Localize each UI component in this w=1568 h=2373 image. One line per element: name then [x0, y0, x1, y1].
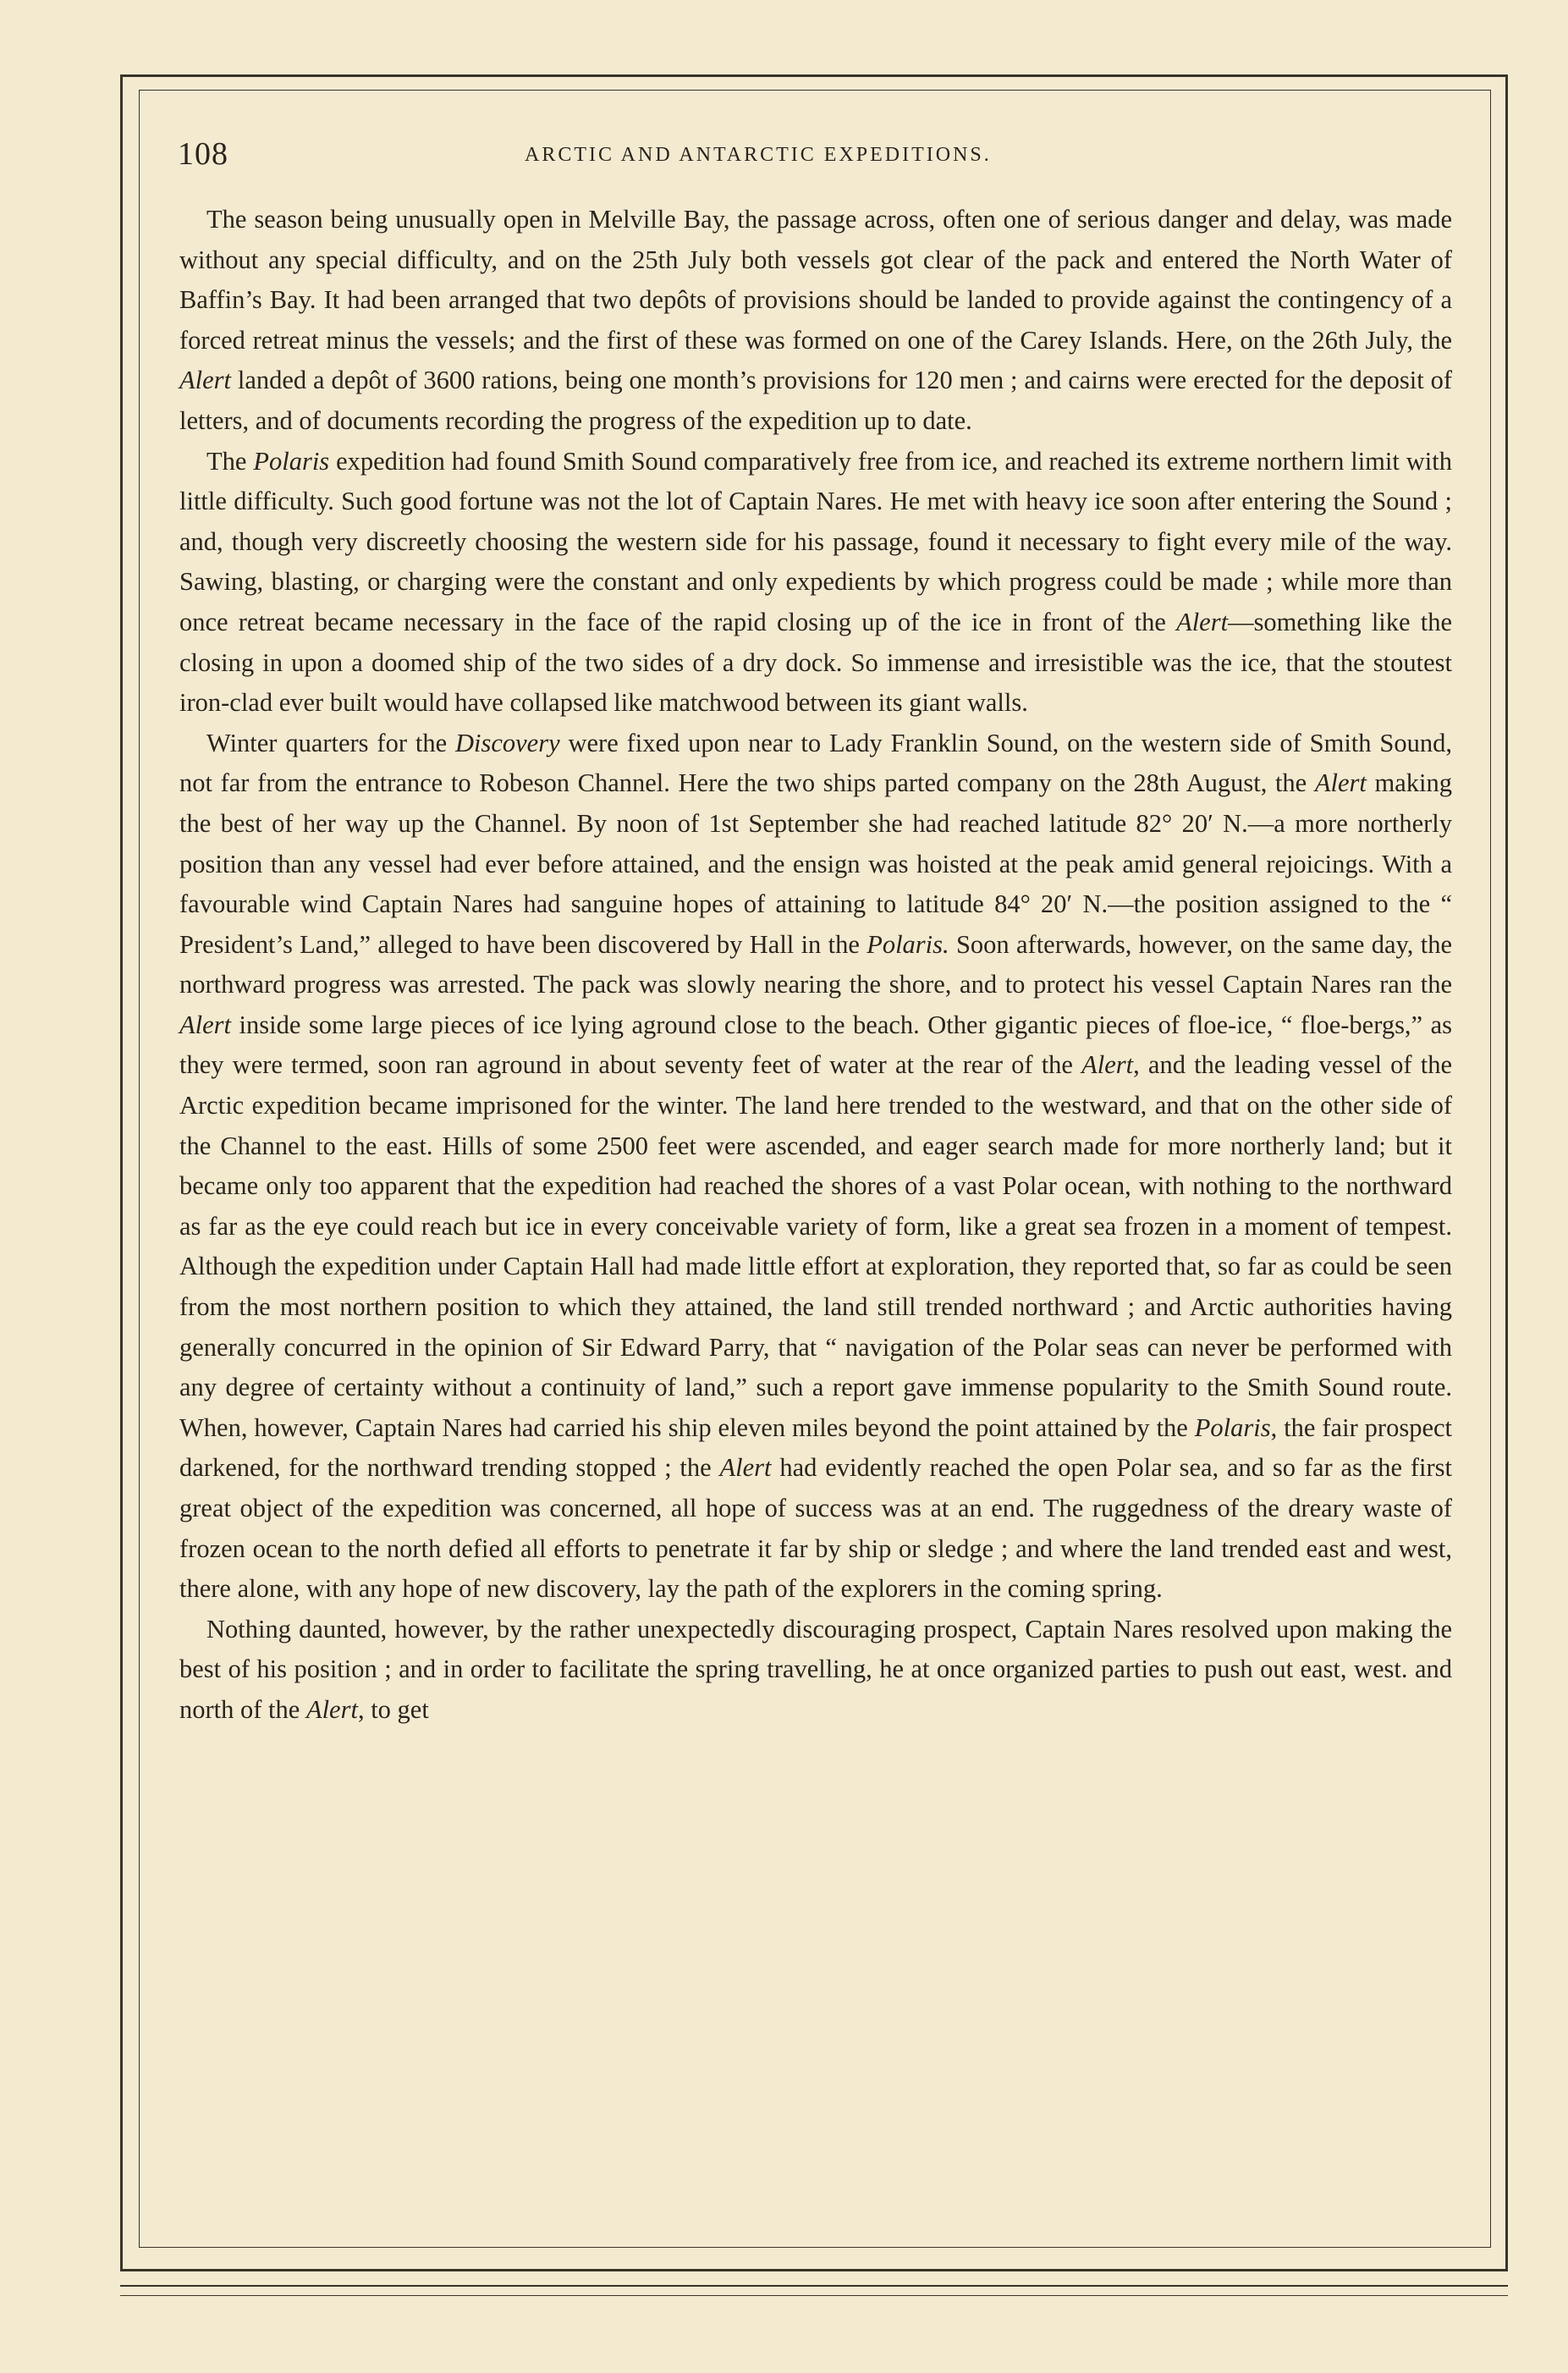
text-run: had evidently reached the open Polar sea, and so far as the first great object of the expedition was concerned, all hope of success was at an end. The ruggedness of the dreary waste of frozen ocean to the north defied all efforts to penetrate it far by ship or sledge ; and where the land trended east and west, there alone, with any hope of new discovery, lay the path of the explorers in the coming spring.	[179, 1453, 1452, 1604]
text-run: Soon afterwards, however, on the same day, the northward progress was arrested. The pack was slowly nearing the shore, and to protect his vessel Captain Nares ran the	[179, 929, 1452, 999]
italic-run: Alert	[719, 1453, 772, 1483]
page-number: 108	[178, 136, 228, 172]
paragraph	[179, 724, 1452, 1610]
text-run: The season being unusually open in Melville Bay, the passage across, often one of serious danger and delay, was made without any special difficulty, and on the 25th July both vessels got clear of the pack and entered the North Water of Baffin’s Bay. It had been arranged that two depôts of provisions should be landed to provide against the contingency of a forced retreat minus the vessels; and the first of these was formed on one of the Carey Islands. Here, on the 26th July, the	[179, 205, 1452, 355]
italic-run: Polaris	[1194, 1412, 1271, 1442]
text-run: —something like the closing in upon a doomed ship of the two sides of a dry dock. So immense and irresistible was the ice, that the stoutest iron-clad ever built would have collapsed like matchwood between its giant walls.	[179, 607, 1452, 718]
italic-run: Alert	[1314, 768, 1367, 798]
paragraph	[179, 200, 1452, 442]
bottom-rule-thin	[120, 2295, 1508, 2296]
text-run: , to get	[357, 1694, 429, 1724]
text-run: , the fair prospect darkened, for the northward trending stopped ; the	[179, 1412, 1452, 1483]
paragraph	[179, 1610, 1452, 1731]
text-run: inside some large pieces of ice lying aground close to the beach. Other gigantic pieces of floe-ice, “ floe-bergs,” as they were termed, soon ran aground in about seventy feet of water at the rear of the	[179, 1010, 1452, 1080]
text-run: making the best of her way up the Channel. By noon of 1st September she had reached latitude 82° 20′ N.—a more northerly position than any vessel had ever before attained, and the ensign was hoisted at the peak amid general rejoicings. With a favourable wind Captain Nares had sanguine hopes of attaining to latitude 84° 20′ N.—the position assigned to the “ President’s Land,” alleged to have been discovered by Hall in the	[179, 768, 1452, 959]
italic-run: Discovery	[454, 728, 560, 757]
italic-run: Alert	[1176, 607, 1229, 636]
text-run: The	[206, 446, 254, 476]
text-run: landed a depôt of 3600 rations, being one month’s provisions for 120 men ; and cairns were erected for the deposit of letters, and of documents recording the progress of the expedition up to date.	[179, 366, 1452, 435]
running-title: ARCTIC AND ANTARCTIC EXPEDITIONS.	[525, 144, 992, 166]
text-run: , and the leading vessel of the Arctic expedition became imprisoned for the winter. The land here trended to the westward, and that on the other side of the Channel to the east. Hills of some 2500 feet were ascended, and eager search made for more northerly land; but it became only too apparent that the expedition had reached the shores of a vast Polar ocean, with nothing to the northward as far as the eye could reach but ice in every conceivable variety of form, like a great sea frozen in a moment of tempest. Although the expedition under Captain Hall had made little effort at exploration, they reported that, so far as could be seen from the most northern position to which they attained, the land still trended northward ; and Arctic authorities having generally concurred in the opinion of Sir Edward Parry, that “ navigation of the Polar seas can never be performed with any degree of certainty without a continuity of land,” such a report gave immense popularity to the Smith Sound route. When, however, Captain Nares had carried his ship eleven miles beyond the point attained by the	[179, 1050, 1453, 1442]
body-text	[179, 200, 1452, 1731]
text-run: were fixed upon near to Lady Franklin Sound, on the western side of Smith Sound, not far from the entrance to Robeson Channel. Here the two ships parted company on the 28th August, the	[179, 728, 1452, 798]
text-run: Nothing daunted, however, by the rather unexpectedly discouraging prospect, Captain Nares resolved upon making the best of his position ; and in order to facilitate the spring travelling, he at once organized parties to push out east, west. and north of the	[179, 1614, 1452, 1724]
italic-run: Polaris.	[867, 929, 949, 959]
italic-run: Alert	[1081, 1050, 1134, 1080]
italic-run: Alert	[179, 1010, 231, 1039]
italic-run: Alert	[305, 1694, 358, 1724]
text-run: Winter quarters for the	[206, 728, 455, 757]
text-run: expedition had found Smith Sound comparatively free from ice, and reached its extreme northern limit with little difficulty. Such good fortune was not the lot of Captain Nares. He met with heavy ice soon after entering the Sound ; and, though very discreetly choosing the western side for his passage, found it necessary to fight every mile of the way. Sawing, blasting, or charging were the constant and only expedients by which progress could be made ; while more than once retreat became necessary in the face of the rapid closing up of the ice in front of the	[179, 446, 1452, 636]
italic-run: Polaris	[253, 446, 330, 476]
italic-run: Alert	[179, 366, 231, 395]
running-head	[178, 135, 1451, 178]
paragraph	[179, 442, 1452, 724]
bottom-rule	[120, 2285, 1508, 2287]
